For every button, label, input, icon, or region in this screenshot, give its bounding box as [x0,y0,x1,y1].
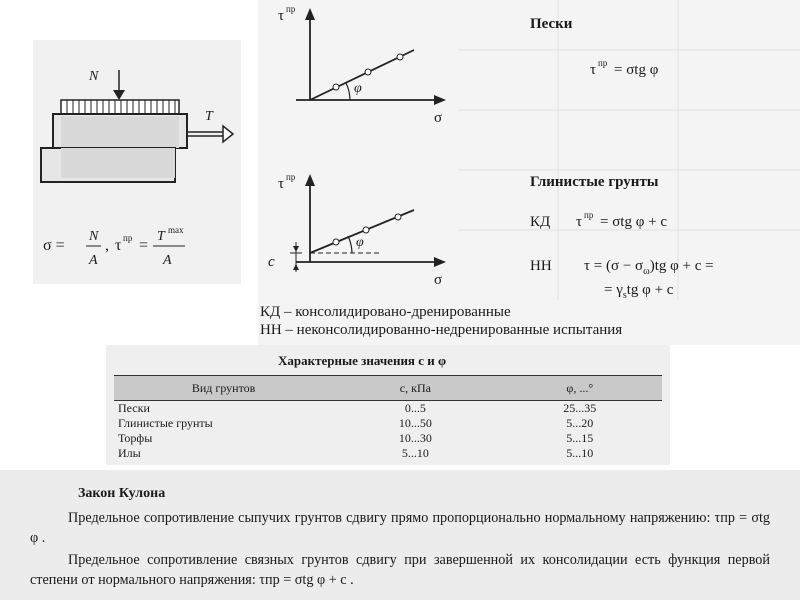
shear-strength-graphs [258,0,800,300]
clay-cohesion-label: c [268,254,275,270]
kd-formula: = σtg φ + c [600,214,667,230]
nn-formula-line2: = $\gamma_stg$ φ + c [604,282,674,300]
clay-y-sup: пр [286,172,296,182]
cell-phi: 5...15 [566,431,594,445]
cell-phi: 5...10 [566,446,594,460]
table-row [114,416,662,431]
sands-y-sup: пр [286,4,296,14]
sands-x-label: σ [434,110,443,126]
kd-label: КД [530,214,551,230]
sands-angle-label: φ [354,81,362,96]
table-title: Характерные значения c и φ [278,353,447,368]
cell-c: 10...50 [398,416,432,430]
cell-soil: Илы [118,446,141,460]
coulomb-law-panel [0,470,800,600]
formula-tau: τ [115,237,122,254]
clay-x-label: σ [434,272,443,288]
force-t-label: T [205,109,213,124]
soil-sample-lower [61,148,175,178]
table-row [114,401,662,417]
clay-graph [268,172,446,288]
clay-title: Глинистые грунты [530,174,659,190]
coulomb-paragraph-1: Предельное сопротивление сыпучих грунтов сдвигу прямо пропорционально нормальному напряжению: τпр = σtg φ . [30,510,770,546]
coulomb-title: Закон Кулона [78,486,166,501]
clay-angle-label: φ [356,235,364,250]
sands-point-1 [333,84,339,90]
clay-point-3 [395,214,401,220]
cell-soil: Глинистые грунты [118,416,213,430]
force-n-arrowhead [113,90,125,100]
nn-definition: НН – неконсолидированно-недренированные испытания [260,322,623,338]
formula-eq: = [139,237,149,254]
header-angle: φ, ...° [498,376,662,401]
kd-definition: КД – консолидировано-дренированные [260,304,511,320]
force-n-label: N [89,69,99,84]
header-soil-type: Вид грунтов [114,376,333,401]
sands-y-label: τ [278,8,285,24]
soil-sample-upper [61,116,179,148]
nn-formula-line1: $\tau = (\sigma - \sigma_\omega)tg$ φ + c = [584,258,714,277]
sands-graph [278,4,446,126]
cell-soil: Пески [118,401,150,415]
shear-apparatus-panel [33,40,241,284]
sands-formula: = σtg φ [614,62,659,78]
formula-a-denominator-2: A [163,253,172,268]
clay-point-2 [363,227,369,233]
cell-soil: Торфы [118,431,153,445]
formula-t-sup: max [168,225,184,235]
formula-n-numerator: N [89,229,99,244]
sands-title: Пески [530,16,573,32]
formula-sigma: σ = [43,237,65,254]
shear-graphs-panel [258,0,800,345]
sands-point-2 [365,69,371,75]
table-row [114,431,662,446]
formula-separator: , [105,237,109,254]
force-t-arrowhead [223,126,233,142]
soil-values-table-panel [106,345,670,465]
sands-formula-tau: τ [590,62,597,78]
clay-y-label: τ [278,176,285,192]
header-cohesion: c, кПа [333,376,497,401]
coulomb-paragraph-2: Предельное сопротивление связных грунтов сдвигу при завершенной их консолидации есть функция первой степени от нормального напряжения: τпр = σtg φ + c . [30,552,770,588]
cell-c: 0...5 [404,401,426,415]
cell-phi: 5...20 [566,416,594,430]
formula-a-denominator: A [89,253,98,268]
kd-formula-tau: τ [576,214,583,230]
table-header-row [114,376,662,401]
nn-label: НН [530,258,552,274]
table-row [114,446,662,461]
formula-t-numerator: T [157,229,165,244]
kd-formula-sup: пр [584,210,594,220]
cell-phi: 25...35 [563,401,597,415]
clay-point-1 [333,239,339,245]
formula-tau-sup: пр [123,233,133,243]
sands-formula-sup: пр [598,58,608,68]
cell-c: 10...30 [398,431,432,445]
sands-point-3 [397,54,403,60]
shear-box-diagram [33,40,241,284]
cell-c: 5...10 [401,446,429,460]
soil-values-table [114,375,662,461]
